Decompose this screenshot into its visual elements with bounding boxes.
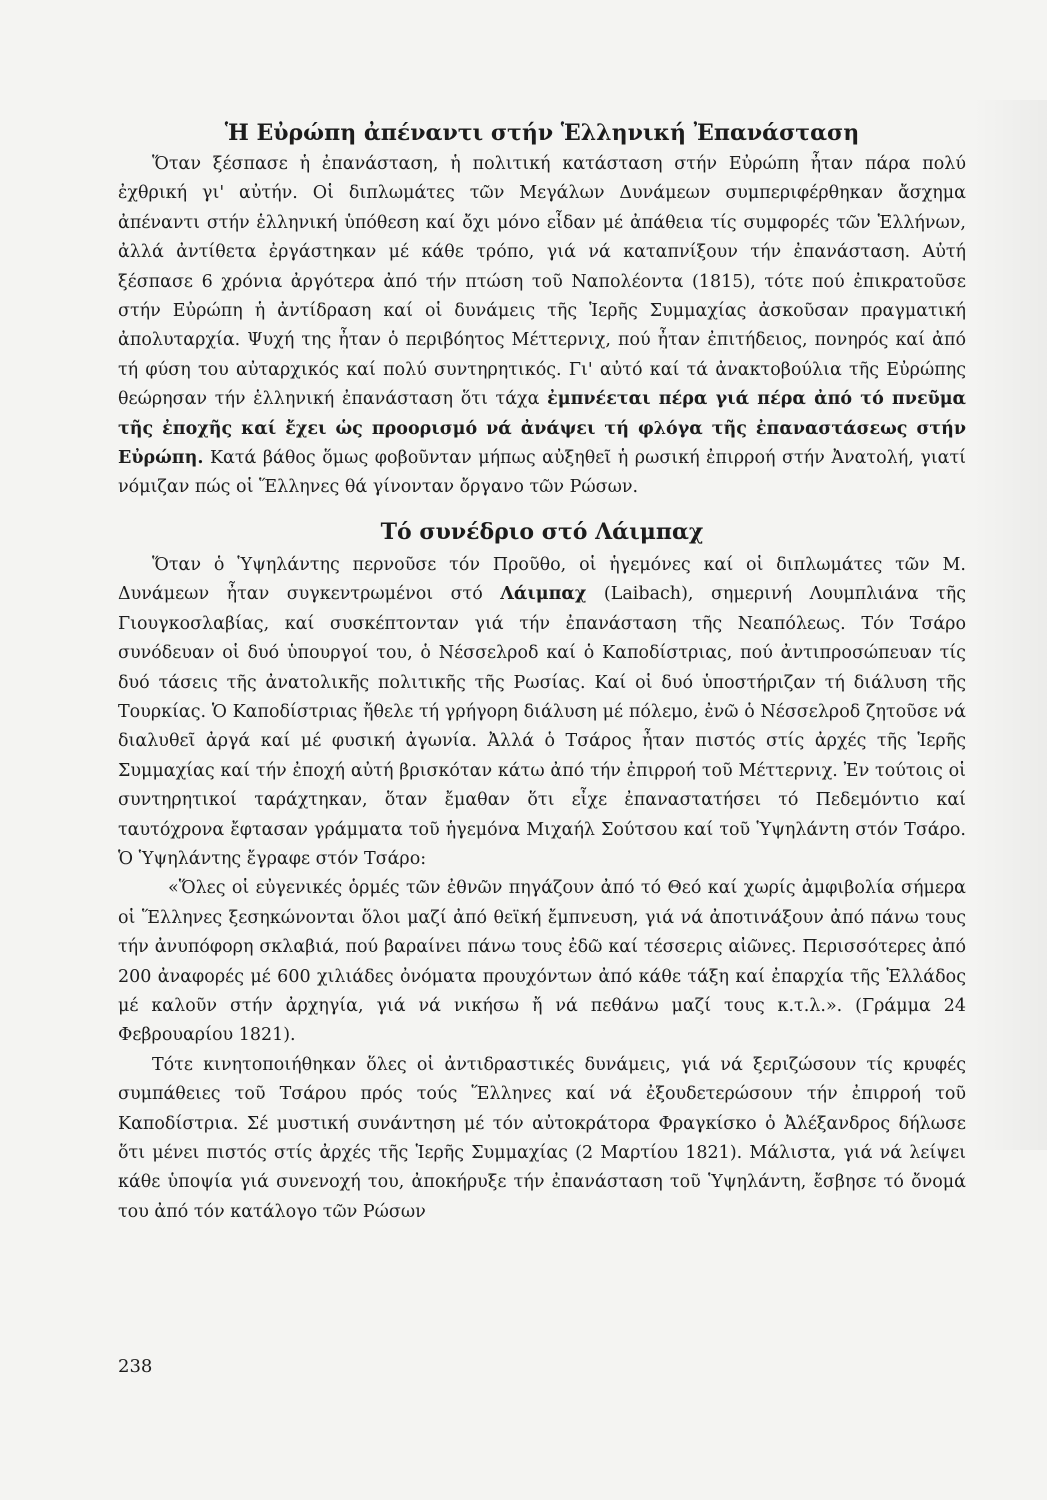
paragraph-europe <box>118 150 966 503</box>
page-number: 238 <box>118 1356 153 1377</box>
paragraph-laibach-bold: Λάιμπαχ <box>500 584 587 605</box>
paragraph-europe-text-2: Κατά βάθος ὅμως φοβοῦνταν μήπως αὐξηθεῖ ἡ ρωσική ἐπιρροή στήν Ἀνατολή, γιατί νόμιζαν πώς οἱ Ἕλληνες θά γίνονταν ὄργανο τῶν Ρώσων. <box>118 448 966 498</box>
paragraph-reaction: Τότε κινητοποιήθηκαν ὅλες οἱ ἀντιδραστικές δυνάμεις, γιά νά ξεριζώσουν τίς κρυφές συμπάθειες τοῦ Τσάρου πρός τούς Ἕλληνες καί νά ἐξουδετερώσουν τήν ἐπιρροή τοῦ Καποδίστρια. Σέ μυστική συνάντηση μέ τόν αὐτοκράτορα Φραγκίσκο ὁ Ἀλέξανδρος δήλωσε ὅτι μένει πιστός στίς ἀρχές τῆς Ἱερῆς Συμμαχίας (2 Μαρτίου 1821). Μάλιστα, γιά νά λείψει κάθε ὑποψία γιά συνενοχή του, ἀποκήρυξε τήν ἐπανάσταση τοῦ Ὑψηλάντη, ἔσβησε τό ὄνομά του ἀπό τόν κατάλογο τῶν Ρώσων <box>118 1054 966 1222</box>
paragraph-europe-text-1: Ὅταν ξέσπασε ἡ ἐπανάσταση, ἡ πολιτική κατάσταση στήν Εὐρώπη ἦταν πάρα πολύ ἐχθρική γι' αὐτήν. Οἱ διπλωμάτες τῶν Μεγάλων Δυνάμεων συμπεριφέρθηκαν ἄσχημα ἀπέναντι στήν ἑλληνική ὑπόθεση καί ὄχι μόνο εἶδαν μέ ἀπάθεια τίς συμφορές τῶν Ἑλλήνων, ἀλλά ἀντίθετα ἐργάστηκαν μέ κάθε τρόπο, γιά νά καταπνίξουν τήν ἐπανάσταση. Αὐτή ξέσπασε 6 χρόνια ἀργότερα ἀπό τήν πτώση τοῦ Ναπολέοντα (1815), τότε πού ἐπικρατοῦσε στήν Εὐρώπη ἡ ἀντίδραση καί οἱ δυνάμεις τῆς Ἱερῆς Συμμαχίας ἀσκοῦσαν πραγματική ἀπολυταρχία. Ψυχή της ἦταν ὁ περιβόητος Μέττερνιχ, πού ἦταν ἐπιτήδειος, πονηρός καί ἀπό τή φύση του αὐταρχικός καί πολύ συντηρητικός. Γι' αὐτό καί τά ἀνακτοβούλια τῆς Εὐρώπης θεώρησαν τήν ἑλληνική ἐπανάσταση ὅτι τάχα <box>118 154 966 410</box>
paragraph-laibach-text-2: (Laibach), σημερινή Λουμπλιάνα τῆς Γιουγκοσλαβίας, καί συσκέπτονταν γιά τήν ἐπανάσταση τῆς Νεαπόλεως. Τόν Τσάρο συνόδευαν οἱ δυό ὑπουργοί του, ὁ Νέσσελροδ καί ὁ Καποδίστριας, πού ἀντιπροσώπευαν τίς δυό τάσεις τῆς ἀνατολικῆς πολιτικῆς τῆς Ρωσίας. Καί οἱ δυό ὑποστήριζαν τή διάλυση τῆς Τουρκίας. Ὁ Καποδίστριας ἤθελε τή γρήγορη διάλυση μέ πόλεμο, ἐνῶ ὁ Νέσσελροδ ζητοῦσε νά διαλυθεῖ ἀργά καί μέ φυσική ἀγωνία. Ἀλλά ὁ Τσάρος ἦταν πιστός στίς ἀρχές τῆς Ἱερῆς Συμμαχίας καί τήν ἐποχή αὐτή βρισκόταν κάτω ἀπό τήν ἐπιρροή τοῦ Μέττερνιχ. Ἐν τούτοις οἱ συντηρητικοί ταράχτηκαν, ὅταν ἔμαθαν ὅτι εἶχε ἐπαναστατήσει τό Πεδεμόντιο καί ταυτόχρονα ἔφτασαν γράμματα τοῦ ἡγεμόνα Μιχαήλ Σούτσου καί τοῦ Ὑψηλάντη στόν Τσάρο. Ὁ Ὑψηλάντης ἔγραφε στόν Τσάρο: <box>118 584 966 869</box>
paragraph-laibach <box>118 551 966 874</box>
paragraph-europe-bold: ἐμπνέεται πέρα γιά πέρα ἀπό τό πνεῦμα τῆς ἐποχῆς καί ἔχει ὡς προορισμό νά ἀνάψει τή φλόγα τῆς ἐπαναστάσεως στήν Εὐρώπη. <box>118 389 966 469</box>
section-title-laibach: Τό συνέδριο στό Λάιμπαχ <box>380 518 704 545</box>
text-column <box>118 118 966 1227</box>
show-through-shadow <box>972 100 1047 1150</box>
paragraph-laibach-text-1: Ὅταν ὁ Ὑψηλάντης περνοῦσε τόν Προῦθο, οἱ ἡγεμόνες καί οἱ διπλωμάτες τῶν Μ. Δυνάμεων ἦταν συγκεντρωμένοι στό <box>118 554 966 605</box>
ypsilantis-letter-quote: «Ὅλες οἱ εὐγενικές ὁρμές τῶν ἐθνῶν πηγάζουν ἀπό τό Θεό καί χωρίς ἀμφιβολία σήμερα οἱ Ἕλληνες ξεσηκώνονται ὅλοι μαζί ἀπό θεϊκή ἔμπνευση, γιά νά ἀποτινάξουν ἀπό πάνω τους τήν ἀνυπόφορη σκλαβιά, πού βαραίνει πάνω τους ἐδῶ καί τέσσερις αἰῶνες. Περισσότερες ἀπό 200 ἀναφορές μέ 600 χιλιάδες ὀνόματα προυχόντων ἀπό κάθε τάξη καί ἐπαρχία τῆς Ἑλλάδος μέ καλοῦν στήν ἀρχηγία, γιά νά νικήσω ἤ νά πεθάνω μαζί τους κ.τ.λ.». (Γράμμα 24 Φεβρουαρίου 1821). <box>118 878 966 1046</box>
section-title-europe: Ἡ Εὐρώπη ἀπέναντι στήν Ἑλληνική Ἐπανάσταση <box>224 120 860 146</box>
